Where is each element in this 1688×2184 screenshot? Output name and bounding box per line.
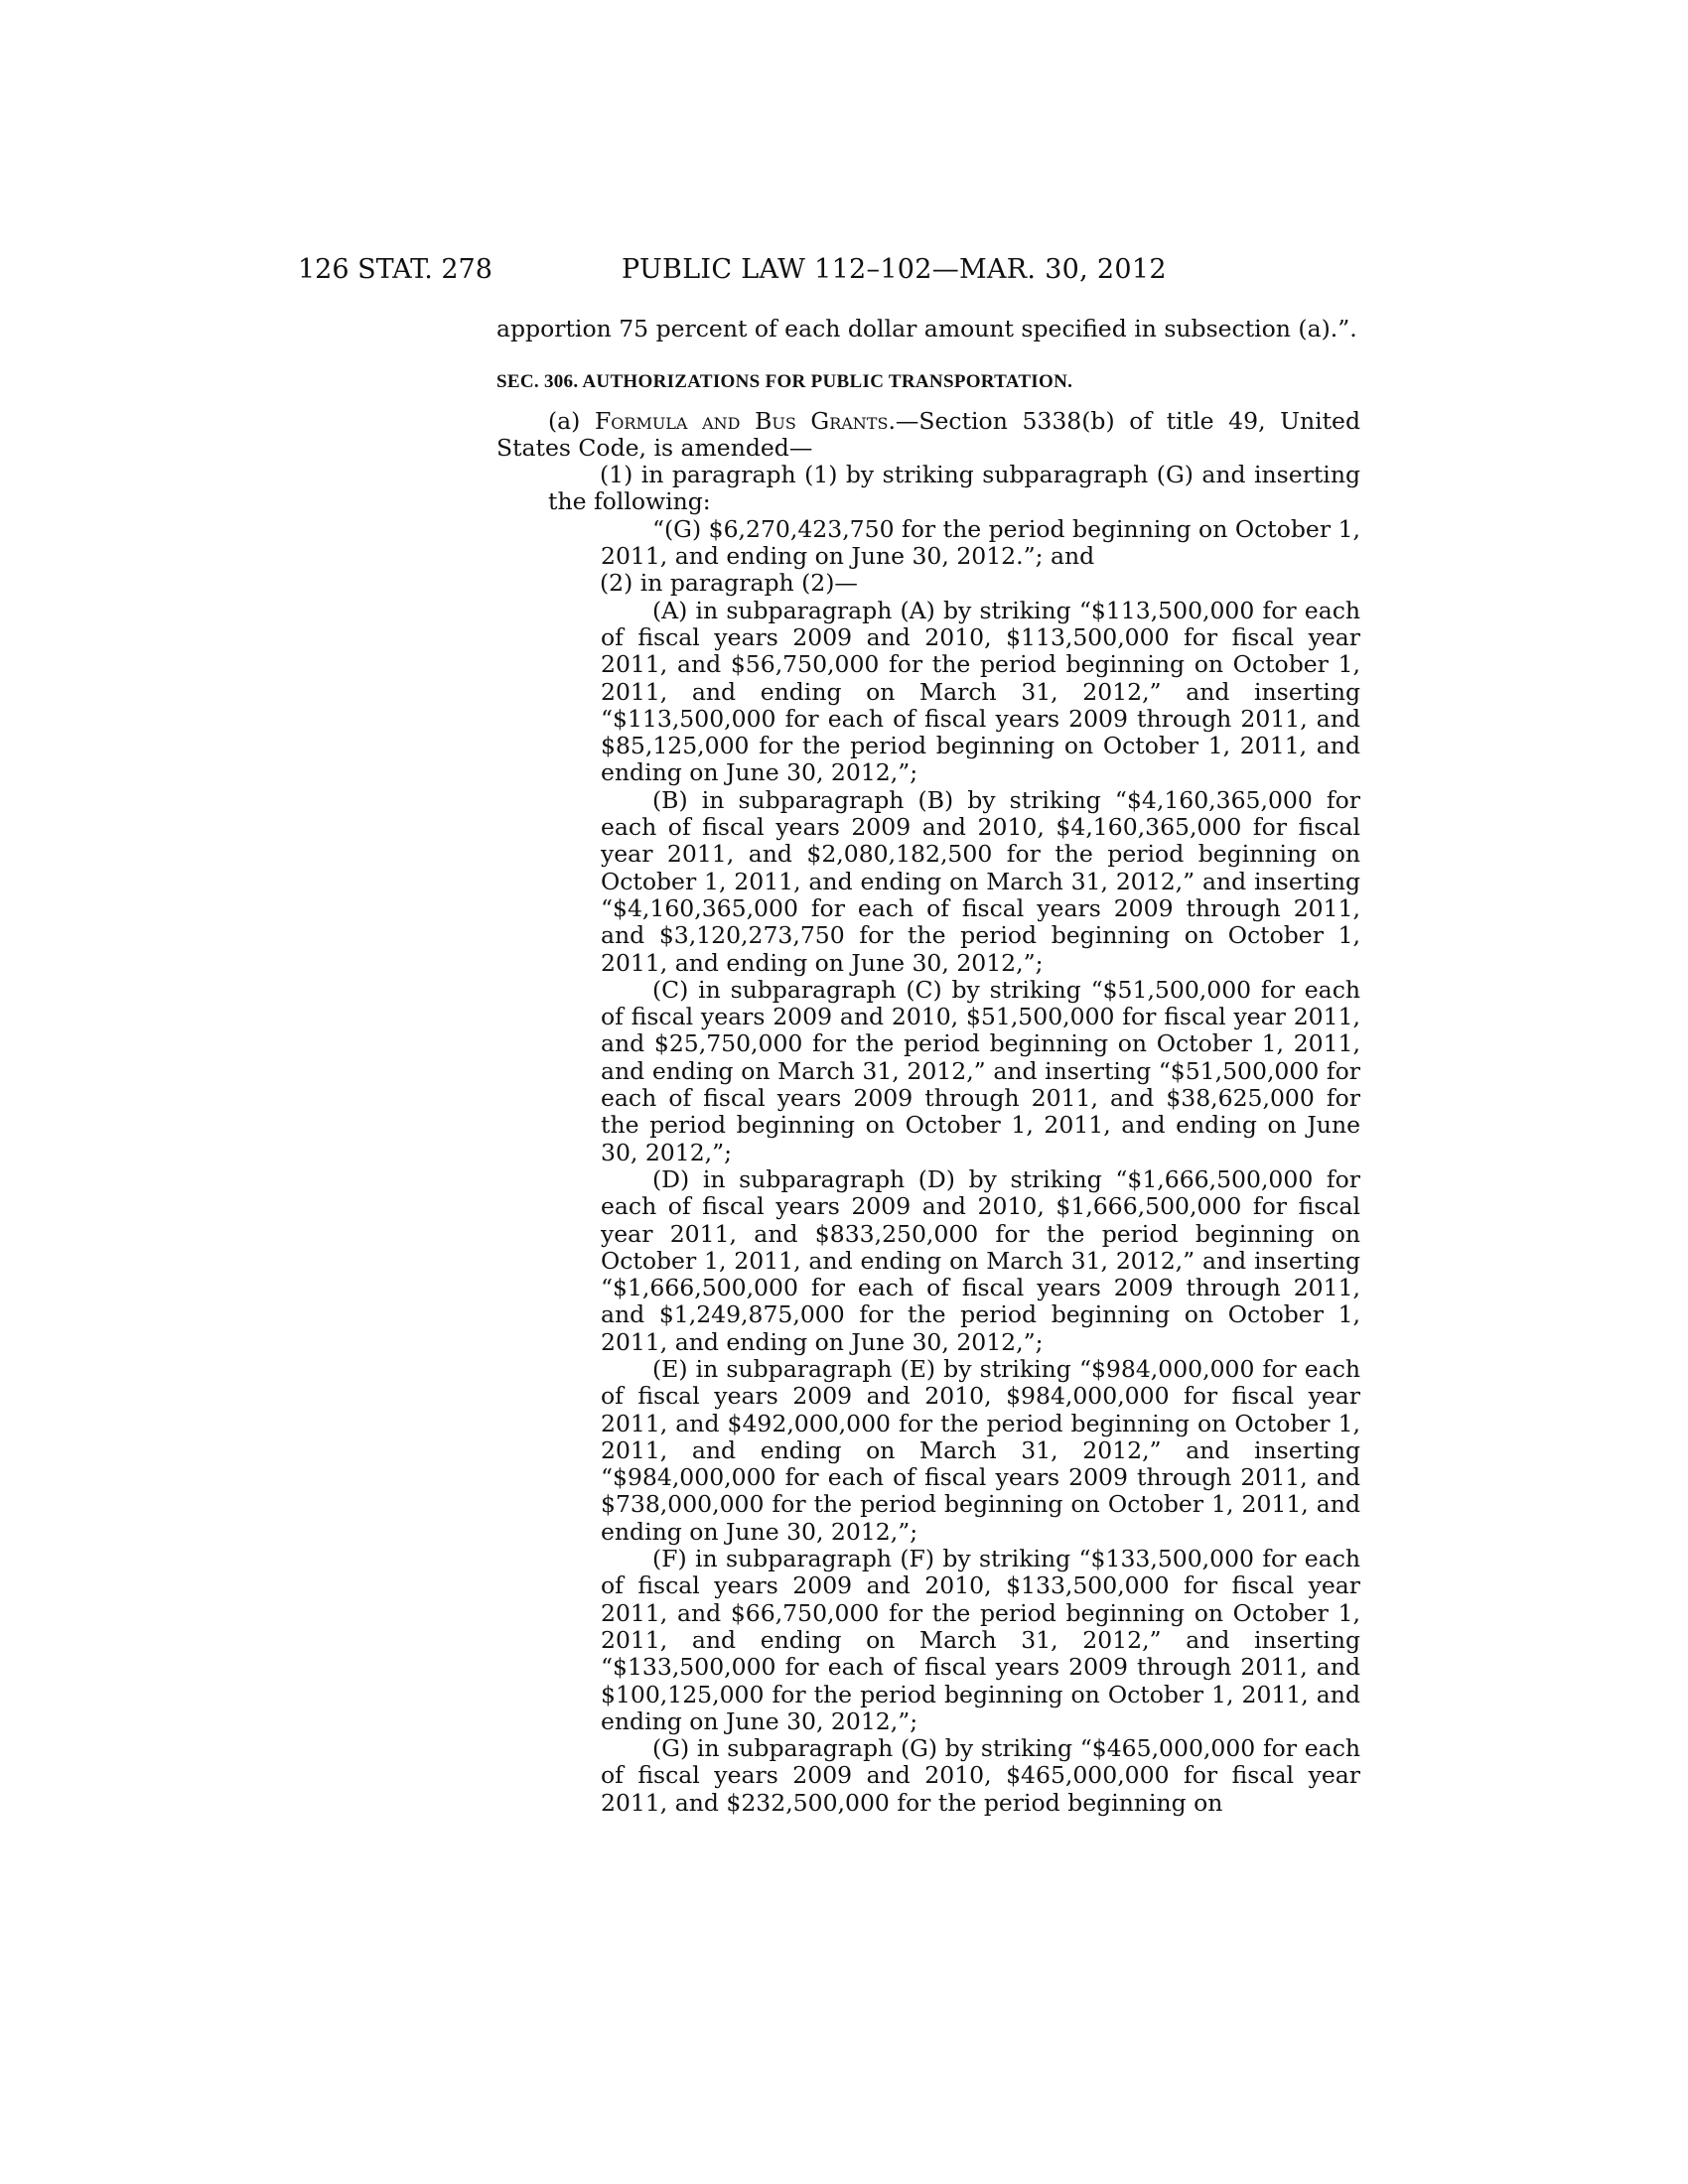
statute-body: [496, 316, 1360, 1817]
stat-page-number: 126 STAT. 278: [298, 254, 492, 285]
subparagraph-c: (C) in subparagraph (C) by striking “$51,500,000 for each of fiscal years 2009 and 2010, $51,500,000 for fiscal year 2011, and $25,750,000 for the period beginning on October 1, 2011, and ending on March 31, 2012,” and inserting “$51,500,000 for each of fiscal years 2009 through 2011, and $38,625,000 for the period beginning on October 1, 2011, and ending on June 30, 2012,”;: [601, 975, 1360, 1166]
running-head: [298, 250, 1216, 290]
subsection-a-heading: Formula and Bus Grants: [594, 406, 889, 435]
subsection-a: [496, 408, 1360, 463]
subsection-a-text: .—Section 5338(b) of title 49, United States Code, is amended—: [496, 406, 1361, 462]
subparagraph-d: (D) in subparagraph (D) by striking “$1,666,500,000 for each of fiscal years 2009 and 2010, $1,666,500,000 for fiscal year 2011, and $833,250,000 for the period beginning on October 1, 2011, and ending on March 31, 2012,” and inserting “$1,666,500,000 for each of fiscal years 2009 through 2011, and $1,249,875,000 for the period beginning on October 1, 2011, and ending on June 30, 2012,”;: [601, 1164, 1360, 1356]
subparagraph-g: (G) in subparagraph (G) by striking “$465,000,000 for each of fiscal years 2009 and 2010, $465,000,000 for fiscal year 2011, and $232,500,000 for the period beginning on: [601, 1734, 1360, 1817]
continued-text: apportion 75 percent of each dollar amount specified in subsection (a).”.: [496, 315, 1357, 342]
subparagraph-a: (A) in subparagraph (A) by striking “$113,500,000 for each of fiscal years 2009 and 2010, $113,500,000 for fiscal year 2011, and $56,750,000 for the period beginning on October 1, 2011, and ending on March 31, 2012,” and inserting “$113,500,000 for each of fiscal years 2009 through 2011, and $85,125,000 for the period beginning on October 1, 2011, and ending on June 30, 2012,”;: [601, 596, 1360, 787]
quoted-subparagraph-g: “(G) $6,270,423,750 for the period beginning on October 1, 2011, and ending on June 30, 2012.”; and: [601, 514, 1360, 571]
paragraph-2: (2) in paragraph (2)—: [600, 569, 858, 598]
subsection-a-label: (a): [548, 406, 595, 435]
public-law-heading: PUBLIC LAW 112–102—MAR. 30, 2012: [622, 254, 1167, 285]
section-heading: SEC. 306. AUTHORIZATIONS FOR PUBLIC TRANSPORTATION.: [496, 371, 1073, 393]
subparagraph-f: (F) in subparagraph (F) by striking “$133,500,000 for each of fiscal years 2009 and 2010, $133,500,000 for fiscal year 2011, and $66,750,000 for the period beginning on October 1, 2011, and ending on March 31, 2012,” and inserting “$133,500,000 for each of fiscal years 2009 through 2011, and $100,125,000 for the period beginning on October 1, 2011, and ending on June 30, 2012,”;: [601, 1545, 1360, 1735]
paragraph-1: (1) in paragraph (1) by striking subparagraph (G) and inserting the following:: [548, 461, 1360, 516]
subparagraph-e: (E) in subparagraph (E) by striking “$984,000,000 for each of fiscal years 2009 and 2010, $984,000,000 for fiscal year 2011, and $492,000,000 for the period beginning on October 1, 2011, and ending on March 31, 2012,” and inserting “$984,000,000 for each of fiscal years 2009 through 2011, and $738,000,000 for the period beginning on October 1, 2011, and ending on June 30, 2012,”;: [601, 1354, 1360, 1546]
subparagraph-b: (B) in subparagraph (B) by striking “$4,160,365,000 for each of fiscal years 2009 and 2010, $4,160,365,000 for fiscal year 2011, and $2,080,182,500 for the period beginning on October 1, 2011, and ending on March 31, 2012,” and inserting “$4,160,365,000 for each of fiscal years 2009 through 2011, and $3,120,273,750 for the period beginning on October 1, 2011, and ending on June 30, 2012,”;: [601, 785, 1360, 977]
